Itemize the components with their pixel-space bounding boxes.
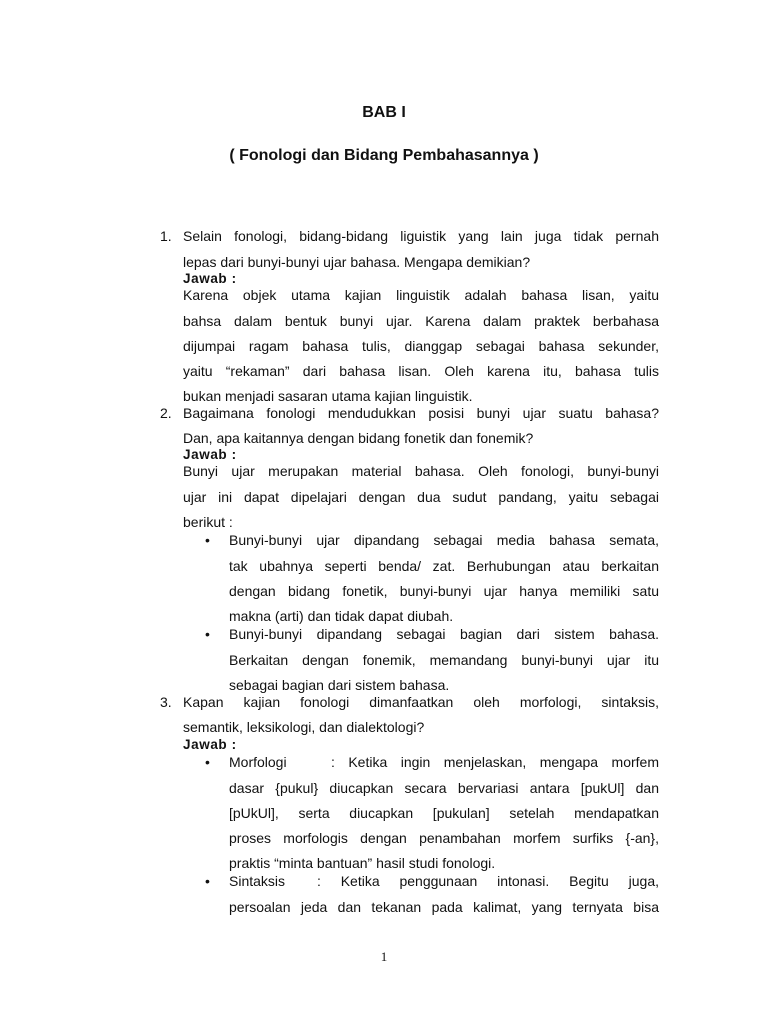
- question-number-1: 1.: [160, 228, 172, 244]
- q3-bullet-1-line-3: [pUkUl], serta diucapkan [pukulan] setelah mendapatkan: [229, 805, 659, 821]
- question-3-line-1: Kapan kajian fonologi dimanfaatkan oleh morfologi, sintaksis,: [183, 694, 659, 710]
- question-1-line-1: Selain fonologi, bidang-bidang liguistik yang lain juga tidak pernah: [183, 228, 659, 244]
- q2-bullet-1-line-2: tak ubahnya seperti benda/ zat. Berhubungan atau berkaitan: [229, 558, 659, 574]
- q3-bullet-2-line-2: persoalan jeda dan tekanan pada kalimat, yang ternyata bisa: [229, 899, 659, 915]
- question-1-line-2: lepas dari bunyi-bunyi ujar bahasa. Mengapa demikian?: [183, 254, 531, 270]
- q2-bullet-1-line-3: dengan bidang fonetik, bunyi-bunyi ujar hanya memiliki satu: [229, 583, 659, 599]
- bullet-icon: •: [205, 626, 210, 642]
- q3-bullet-1-line-4: proses morfologis dengan penambahan morfem surfiks {-an},: [229, 830, 659, 846]
- answer-2-line-1: Bunyi ujar merupakan material bahasa. Oleh fonologi, bunyi-bunyi: [183, 463, 659, 479]
- question-number-3: 3.: [160, 694, 172, 710]
- answer-2-line-2: ujar ini dapat dipelajari dengan dua sudut pandang, yaitu sebagai: [183, 489, 659, 505]
- answer-label-2: Jawab :: [183, 447, 237, 462]
- q2-bullet-1-line-4: makna (arti) dan tidak dapat diubah.: [229, 608, 454, 624]
- answer-label-3: Jawab :: [183, 737, 237, 752]
- answer-1-line-1: Karena objek utama kajian linguistik adalah bahasa lisan, yaitu: [183, 287, 659, 303]
- bullet-icon: •: [205, 754, 210, 770]
- chapter-title: BAB I: [362, 104, 406, 121]
- answer-1-line-2: bahsa dalam bentuk bunyi ujar. Karena dalam praktek berbahasa: [183, 313, 659, 329]
- q3-bullet-1-line-5: praktis “minta bantuan” hasil studi fonologi.: [229, 855, 496, 871]
- term-sintaksis: Sintaksis: [229, 873, 286, 889]
- q3-bullet-2-line-1: [229, 873, 659, 890]
- q3-bullet-1-definition-start: : Ketika ingin menjelaskan, mengapa morfem: [331, 754, 659, 770]
- q3-bullet-2-definition-start: : Ketika penggunaan intonasi. Begitu juga,: [317, 873, 659, 889]
- question-2-line-2: Dan, apa kaitannya dengan bidang fonetik dan fonemik?: [183, 430, 534, 446]
- answer-1-line-4: yaitu “rekaman” dari bahasa lisan. Oleh karena itu, bahasa tulis: [183, 363, 659, 379]
- page-number: 1: [380, 949, 388, 964]
- answer-2-line-3: berikut :: [183, 514, 233, 530]
- question-3-line-2: semantik, leksikologi, dan dialektologi?: [183, 719, 425, 735]
- question-number-2: 2.: [160, 405, 172, 421]
- answer-1-line-3: dijumpai ragam bahasa tulis, dianggap sebagai bahasa sekunder,: [183, 338, 659, 354]
- bullet-icon: •: [205, 873, 210, 889]
- q2-bullet-2-line-3: sebagai bagian dari sistem bahasa.: [229, 677, 450, 693]
- q2-bullet-2-line-2: Berkaitan dengan fonemik, memandang bunyi-bunyi ujar itu: [229, 652, 659, 668]
- bullet-icon: •: [205, 532, 210, 548]
- q3-bullet-1-line-1: [229, 754, 659, 771]
- answer-1-line-5: bukan menjadi sasaran utama kajian linguistik.: [183, 388, 473, 404]
- chapter-subtitle: ( Fonologi dan Bidang Pembahasannya ): [229, 147, 539, 164]
- q2-bullet-2-line-1: Bunyi-bunyi dipandang sebagai bagian dari sistem bahasa.: [229, 626, 659, 642]
- answer-label-1: Jawab :: [183, 271, 237, 286]
- q2-bullet-1-line-1: Bunyi-bunyi ujar dipandang sebagai media bahasa semata,: [229, 532, 659, 548]
- term-morfologi: Morfologi: [229, 754, 287, 770]
- question-2-line-1: Bagaimana fonologi mendudukkan posisi bunyi ujar suatu bahasa?: [183, 405, 659, 421]
- q3-bullet-1-line-2: dasar {pukul} diucapkan secara bervariasi antara [pukUl] dan: [229, 780, 659, 796]
